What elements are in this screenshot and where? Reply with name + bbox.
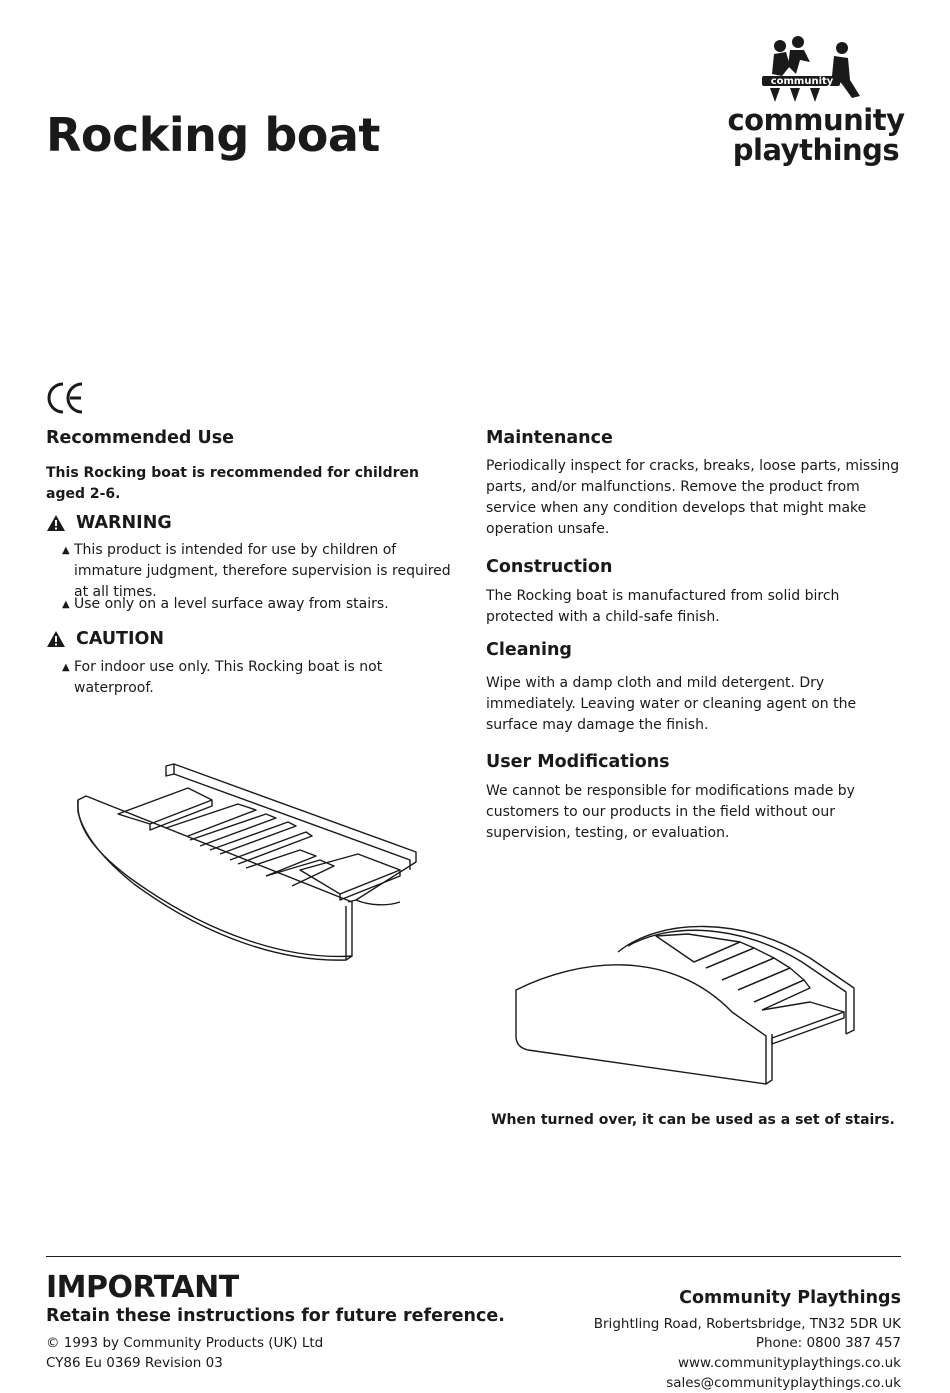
logo-figures-icon bbox=[724, 36, 908, 108]
maintenance-text: Periodically inspect for cracks, breaks, loose parts, missing parts, and/or malfunctions. Remove the product from service when any condition develops that might make operation unsafe. bbox=[486, 458, 900, 537]
bullet-triangle-icon: ▲ bbox=[62, 662, 70, 673]
user-modifications-text: We cannot be responsible for modifications made by customers to our products in the field without our supervision, testing, or evaluation. bbox=[486, 783, 855, 841]
document-code: CY86 Eu 0369 Revision 03 bbox=[46, 1355, 223, 1371]
retain-instructions: Retain these instructions for future reference. bbox=[46, 1306, 505, 1326]
company-address: Brightling Road, Robertsbridge, TN32 5DR UK bbox=[593, 1316, 901, 1332]
important-heading: IMPORTANT bbox=[46, 1270, 239, 1305]
warning-item: ▲ This product is intended for use by children of immature judgment, therefore supervision is required at all times. bbox=[62, 542, 451, 600]
warning-triangle-icon bbox=[46, 514, 66, 532]
svg-text:community: community bbox=[770, 76, 834, 87]
recommended-use-text: This Rocking boat is recommended for children aged 2-6. bbox=[46, 465, 419, 502]
page-title: Rocking boat bbox=[46, 108, 380, 162]
company-web-email: www.communityplaythings.co.uk sales@communityplaythings.co.uk bbox=[666, 1355, 901, 1391]
stairs-caption: When turned over, it can be used as a set of stairs. bbox=[491, 1112, 895, 1128]
caution-triangle-icon bbox=[46, 630, 66, 648]
cleaning-text: Wipe with a damp cloth and mild detergent. Dry immediately. Leaving water or cleaning agent on the surface may damage the finish. bbox=[486, 675, 857, 733]
bullet-triangle-icon: ▲ bbox=[62, 545, 70, 556]
construction-text: The Rocking boat is manufactured from solid birch protected with a child-safe finish. bbox=[486, 588, 840, 625]
cleaning-heading: Cleaning bbox=[486, 640, 572, 660]
user-modifications-heading: User Modifications bbox=[486, 752, 670, 772]
warning-label: WARNING bbox=[76, 513, 172, 533]
ce-mark-icon bbox=[46, 380, 86, 416]
warning-item: ▲ Use only on a level surface away from stairs. bbox=[62, 594, 462, 615]
caution-label: CAUTION bbox=[76, 629, 165, 649]
copyright-text: © 1993 by Community Products (UK) Ltd bbox=[46, 1335, 324, 1351]
construction-heading: Construction bbox=[486, 557, 613, 577]
caution-heading bbox=[46, 629, 164, 649]
bullet-triangle-icon: ▲ bbox=[62, 599, 70, 610]
footer-divider bbox=[46, 1256, 901, 1257]
stairs-illustration bbox=[510, 918, 862, 1088]
company-phone: Phone: 0800 387 457 bbox=[755, 1335, 901, 1351]
community-playthings-logo bbox=[724, 36, 908, 172]
logo-word-community: community bbox=[727, 103, 905, 137]
recommended-use-heading: Recommended Use bbox=[46, 428, 235, 448]
logo-word-playthings: playthings bbox=[732, 133, 900, 167]
maintenance-heading: Maintenance bbox=[486, 428, 613, 448]
warning-heading bbox=[46, 513, 172, 533]
company-name: Community Playthings bbox=[679, 1288, 901, 1308]
rocking-boat-illustration bbox=[70, 760, 422, 965]
caution-item: ▲ For indoor use only. This Rocking boat is not waterproof. bbox=[62, 659, 383, 696]
